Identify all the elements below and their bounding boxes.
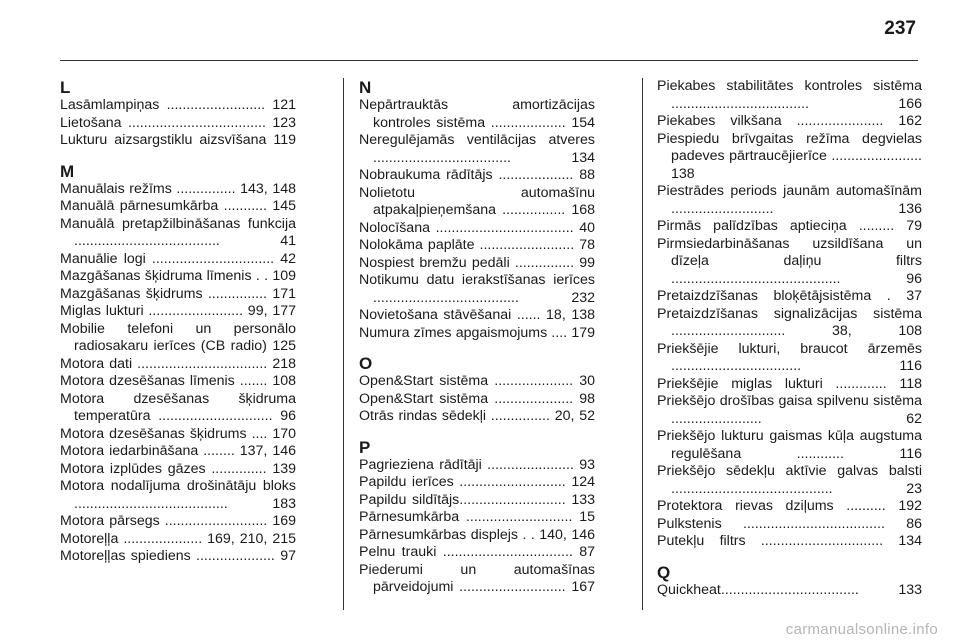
index-entry: Piederumi un automašīnas pārveidojumi ........................... 167 bbox=[359, 561, 595, 595]
index-entry: Priekšējo lukturu gaismas kūļa augstuma regulēšana ............ 116 bbox=[657, 428, 922, 462]
index-entry: Piestrādes periods jaunām automašīnām .......................... 136 bbox=[657, 183, 922, 217]
index-entry: Lukturu aizsargstiklu aizsvīšana 119 bbox=[60, 132, 296, 148]
header-rule bbox=[60, 60, 918, 61]
index-entry: Pulkstenis .................................... 86 bbox=[657, 515, 922, 532]
index-entry: Papildu sildītājs........................... 133 bbox=[359, 491, 595, 508]
index-entry: Priekšējie lukturi, braucot ārzemēs ................................. 116 bbox=[657, 340, 922, 374]
index-entry: Priekšējo drošības gaisa spilvenu sistēma ....................... 62 bbox=[657, 393, 922, 427]
index-entry: Pretaizdzīšanas bloķētājsistēma . 37 bbox=[657, 288, 922, 304]
index-entry: Otrās rindas sēdekļi ............... 20, 52 bbox=[359, 408, 595, 424]
index-entry: Priekšējo sēdekļu aktīvie galvas balsti ......................................... 23 bbox=[657, 463, 922, 497]
index-entry: Pretaizdzīšanas signalizācijas sistēma ............................. 38, 108 bbox=[657, 305, 922, 339]
watermark: carmanualsonline.info bbox=[785, 621, 938, 638]
index-letter-heading: O bbox=[359, 354, 373, 373]
index-entry: Lasāmlampiņas ......................... 121 bbox=[60, 97, 296, 113]
index-entry: Open&Start sistēma .................... 98 bbox=[359, 390, 595, 407]
index-entry: Motoreļļas spiediens .................... 97 bbox=[60, 548, 296, 564]
index-entry: Motora nodalījuma drošinātāju bloks ....................................... 183 bbox=[60, 478, 296, 512]
index-letter-heading: Q bbox=[657, 562, 671, 582]
index-entry: Mobilie telefoni un personālo radiosakaru ierīces (CB radio) 125 bbox=[60, 320, 296, 354]
index-column-2 bbox=[359, 78, 595, 597]
index-entry: Motora pārsegs .......................... 169 bbox=[60, 513, 296, 529]
section-gap bbox=[657, 551, 922, 563]
index-entry: Piekabes vilkšana ...................... 162 bbox=[657, 113, 922, 129]
index-entry: Piekabes stabilitātes kontroles sistēma ................................... 166 bbox=[657, 78, 922, 112]
index-entry: Nepārtrauktās amortizācijas kontroles sistēma ................... 154 bbox=[359, 97, 595, 131]
index-entry: Piespiedu brīvgaitas režīma degvielas padeves pārtraucējierīce ....................... 138 bbox=[657, 130, 922, 182]
index-entry: Miglas lukturi ........................ 99, 177 bbox=[60, 303, 296, 319]
index-entry: Mazgāšanas šķidruma līmenis . . 109 bbox=[60, 268, 296, 284]
index-entry: Manuālā pārnesumkārba ........... 145 bbox=[60, 198, 296, 214]
index-entry: Mazgāšanas šķidrums ............... 171 bbox=[60, 285, 296, 302]
index-entry: Nobraukuma rādītājs ................... 88 bbox=[359, 167, 595, 183]
index-entry: Lietošana ................................... 123 bbox=[60, 114, 296, 131]
section-gap bbox=[60, 150, 296, 162]
index-letter-heading: P bbox=[359, 437, 371, 457]
index-entry: Nolietotu automašīnu atpakaļpieņemšana ................ 168 bbox=[359, 184, 595, 218]
index-entry: Motora iedarbināšana ........ 137, 146 bbox=[60, 443, 296, 459]
index-entry: Motora dzesēšanas šķidrums .... 170 bbox=[60, 425, 296, 442]
index-entry: Pirmās palīdzības aptieciņa ......... 79 bbox=[657, 218, 922, 234]
index-entry: Papildu ierīces ........................... 124 bbox=[359, 474, 595, 490]
column-divider bbox=[642, 78, 643, 610]
column-divider bbox=[343, 78, 344, 610]
index-entry: Notikumu datu ierakstīšanas ierīces ..................................... 232 bbox=[359, 272, 595, 306]
index-letter-heading: M bbox=[60, 161, 75, 181]
index-entry: Nolokāma paplāte ........................ 78 bbox=[359, 237, 595, 253]
index-letter-heading: N bbox=[359, 78, 372, 97]
index-entry: Nolocīšana ................................... 40 bbox=[359, 219, 595, 236]
index-entry: Motora izplūdes gāzes .............. 139 bbox=[60, 460, 296, 477]
index-column-1 bbox=[60, 78, 296, 566]
index-entry: Numura zīmes apgaismojums .... 179 bbox=[359, 324, 595, 341]
index-entry: Quickheat................................... 133 bbox=[657, 581, 922, 598]
page-number: 237 bbox=[884, 18, 916, 39]
index-entry: Manuālā pretapžilbināšanas funkcija ..................................... 41 bbox=[60, 215, 296, 249]
index-entry: Pārnesumkārba ........................... 15 bbox=[359, 509, 595, 525]
section-gap bbox=[359, 342, 595, 354]
index-entry: Priekšējie miglas lukturi ............. 118 bbox=[657, 375, 922, 392]
index-entry: Pelnu trauki ................................. 87 bbox=[359, 544, 595, 560]
index-entry: Motora dzesēšanas šķidruma temperatūra ............................. 96 bbox=[60, 390, 296, 424]
index-entry: Putekļu filtrs ............................... 134 bbox=[657, 533, 922, 549]
index-letter-heading: L bbox=[60, 78, 71, 97]
index-entry: Motora dzesēšanas līmenis ....... 108 bbox=[60, 373, 296, 389]
index-entry: Pagrieziena rādītāji ...................... 93 bbox=[359, 456, 595, 473]
index-column-3 bbox=[657, 78, 922, 599]
index-entry: Manuālais režīms ............... 143, 148 bbox=[60, 180, 296, 197]
index-entry: Pārnesumkārbas displejs . . 140, 146 bbox=[359, 526, 595, 543]
section-gap bbox=[359, 426, 595, 438]
index-entry: Novietošana stāvēšanai ...... 18, 138 bbox=[359, 307, 595, 323]
index-entry: Neregulējamās ventilācijas atveres ................................... 134 bbox=[359, 132, 595, 166]
index-entry: Open&Start sistēma .................... 30 bbox=[359, 373, 595, 389]
index-entry: Motora dati ................................. 218 bbox=[60, 355, 296, 372]
index-entry: Protektora rievas dziļums .......... 192 bbox=[657, 498, 922, 514]
index-entry: Manuālie logi ............................... 42 bbox=[60, 250, 296, 267]
index-entry: Pirmsiedarbināšanas uzsildīšana un dīzeļa daļiņu filtrs ........................................... 96 bbox=[657, 235, 922, 287]
index-entry: Nospiest bremžu pedāli ............... 99 bbox=[359, 254, 595, 271]
index-entry: Motoreļļa .................... 169, 210, 215 bbox=[60, 530, 296, 547]
